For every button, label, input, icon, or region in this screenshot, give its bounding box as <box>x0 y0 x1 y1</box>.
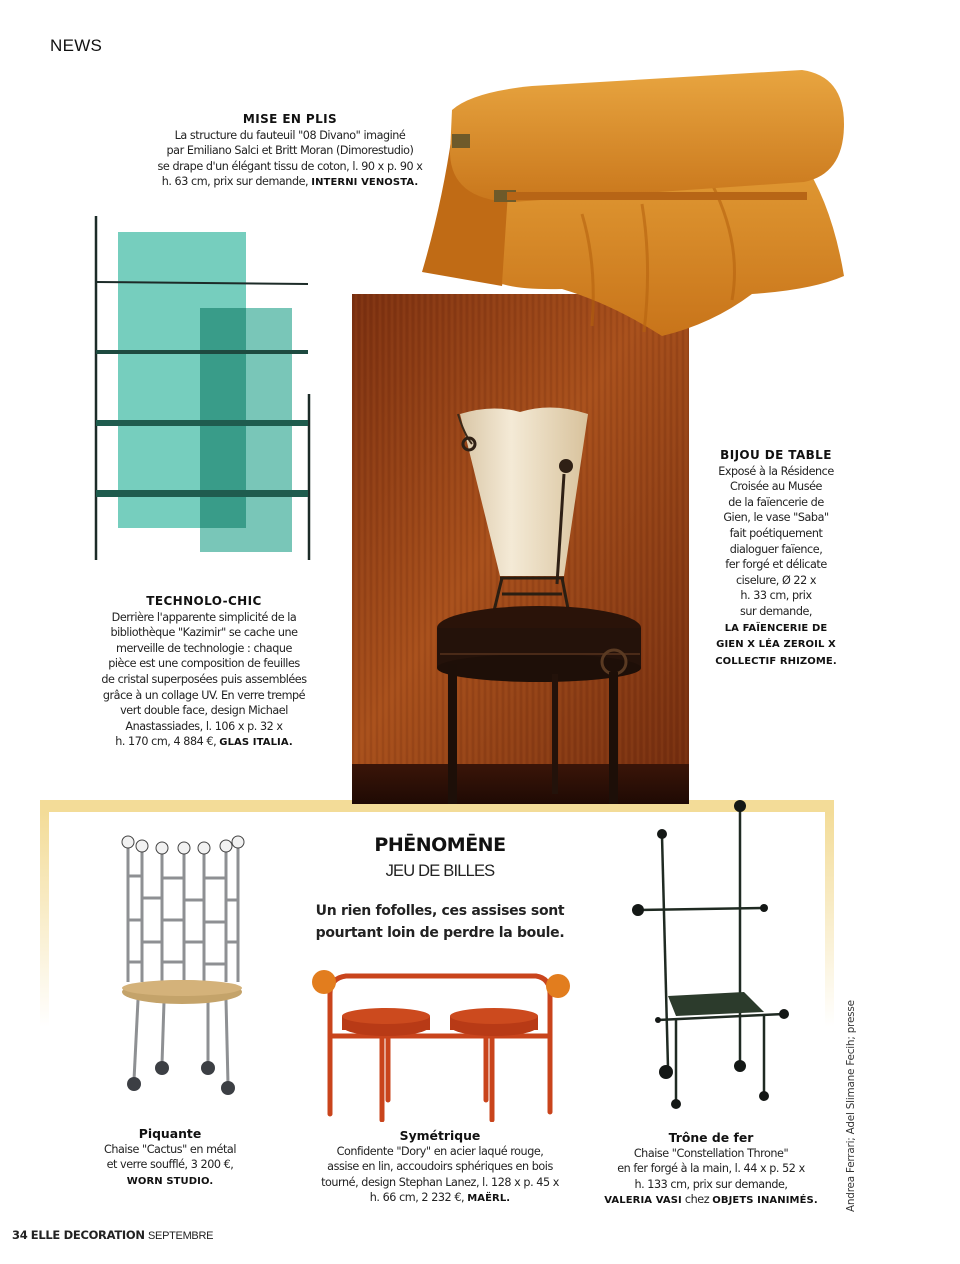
caption-bijou-de-table <box>696 448 856 669</box>
magazine-name: ELLE DECORATION <box>30 1228 145 1242</box>
caption-title: Trône de fer <box>668 1130 754 1145</box>
caption-line: merveille de technologie : chaque <box>116 641 292 655</box>
caption-line: h. 66 cm, 2 232 €, <box>369 1191 465 1205</box>
square-seat <box>668 992 764 1016</box>
caption-technolo-chic <box>84 594 324 751</box>
caption-brand: GIEN X LÉA ZEROIL X <box>716 639 836 651</box>
section-label: NEWS <box>50 36 103 55</box>
lead-line: pourtant loin de perdre la boule. <box>315 925 565 941</box>
sphere-armrest-right <box>546 974 570 998</box>
caption-symetrique <box>290 1128 590 1207</box>
caption-line: grâce à un collage UV. En verre trempé <box>102 688 306 702</box>
caption-line: assise en lin, accoudoirs sphériques en bois <box>327 1160 553 1174</box>
caption-line: h. 133 cm, prix sur demande, <box>634 1177 788 1191</box>
caption-line: Chaise "Cactus" en métal <box>104 1142 236 1156</box>
caption-line: Croisée au Musée <box>730 480 822 494</box>
caption-line: La structure du fauteuil "08 Divano" imaginé <box>174 128 406 142</box>
caption-piquante <box>70 1126 270 1189</box>
caption-brand: WORN STUDIO. <box>126 1175 214 1187</box>
caption-line: h. 170 cm, 4 884 €, <box>115 735 217 749</box>
caption-title: Symétrique <box>399 1128 481 1143</box>
caption-line: h. 33 cm, prix <box>740 589 812 603</box>
caption-line: se drape d'un élégant tissu de coton, l. 90 x p. 90 x <box>157 159 423 173</box>
caption-line: Exposé à la Résidence <box>718 464 834 478</box>
caption-line: et verre soufflé, 3 200 €, <box>106 1158 234 1172</box>
caption-line: sur demande, <box>739 604 813 618</box>
caption-brand: INTERNI VENOSTA. <box>311 177 419 189</box>
caption-title: Piquante <box>138 1126 202 1141</box>
caption-brand: GLAS ITALIA. <box>219 737 293 749</box>
photo-credits: Andrea Ferrari; Adel Slimane Fecih; presse <box>845 1000 857 1212</box>
folio <box>12 1228 213 1242</box>
caption-brand: MAËRL. <box>467 1193 511 1205</box>
caption-line: en fer forgé à la main, l. 44 x p. 52 x <box>617 1162 805 1176</box>
caption-line: Chaise "Constellation Throne" <box>633 1146 789 1160</box>
caption-line: bibliothèque "Kazimir" se cache une <box>110 626 298 640</box>
armchair-photo <box>412 64 848 344</box>
caption-brand: COLLECTIF RHIZOME. <box>715 655 837 667</box>
page-number: 34 <box>12 1228 28 1242</box>
caption-brand: LA FAÏENCERIE DE <box>724 622 828 634</box>
caption-title: MISE EN PLIS <box>242 112 338 126</box>
cactus-chair-photo <box>112 834 252 1098</box>
caption-title: TECHNOLO-CHIC <box>146 594 262 608</box>
caption-line: fait poétiquement <box>729 526 823 540</box>
caption-line: ciselure, Ø 22 x <box>735 573 817 587</box>
caption-line: pièce est une composition de feuilles <box>108 657 300 671</box>
caption-line: de cristal superposées puis assemblées <box>101 672 307 686</box>
caption-line: Gien, le vase "Saba" <box>723 511 829 525</box>
shelf <box>96 490 308 497</box>
caption-line: Anastassiades, l. 106 x p. 32 x <box>125 719 283 733</box>
caption-line: Derrière l'apparente simplicité de la <box>111 610 297 624</box>
shelf <box>96 420 308 426</box>
phenomene-subtitle: JEU DE BILLES <box>385 862 495 880</box>
caption-line: h. 63 cm, prix sur demande, <box>161 175 309 189</box>
caption-trone-de-fer <box>586 1130 836 1209</box>
vase-photo <box>352 294 689 804</box>
caption-line: par Emiliano Salci et Britt Moran (Dimorestudio) <box>166 144 414 158</box>
caption-line: vert double face, design Michael <box>120 704 288 718</box>
caption-line: de la faïencerie de <box>728 495 824 509</box>
dory-bench-photo <box>306 964 574 1122</box>
shelf <box>96 350 308 354</box>
caption-mise-en-plis <box>140 112 440 191</box>
lead-line: Un rien fofolles, ces assises sont <box>315 903 565 919</box>
caption-brand: OBJETS INANIMÉS. <box>712 1195 818 1207</box>
phenomene-title: PHĒNOMĒNE <box>374 834 506 856</box>
caption-line: chez <box>681 1193 713 1207</box>
caption-line: dialoguer faïence, <box>729 542 823 556</box>
phenomene-lead <box>300 900 580 944</box>
caption-line: Confidente "Dory" en acier laqué rouge, <box>336 1144 544 1158</box>
bookshelf-photo <box>92 214 314 562</box>
caption-line: fer forgé et délicate <box>725 558 827 572</box>
armchair-bolster <box>450 70 844 202</box>
caption-line: tourné, design Stephan Lanez, l. 128 x p. 45 x <box>321 1175 559 1189</box>
sphere-armrest-left <box>312 970 336 994</box>
caption-brand: VALERIA VASI <box>604 1195 682 1207</box>
issue-month: SEPTEMBRE <box>148 1230 214 1242</box>
caption-title: BIJOU DE TABLE <box>720 448 832 462</box>
throne-chair-photo <box>626 796 796 1114</box>
